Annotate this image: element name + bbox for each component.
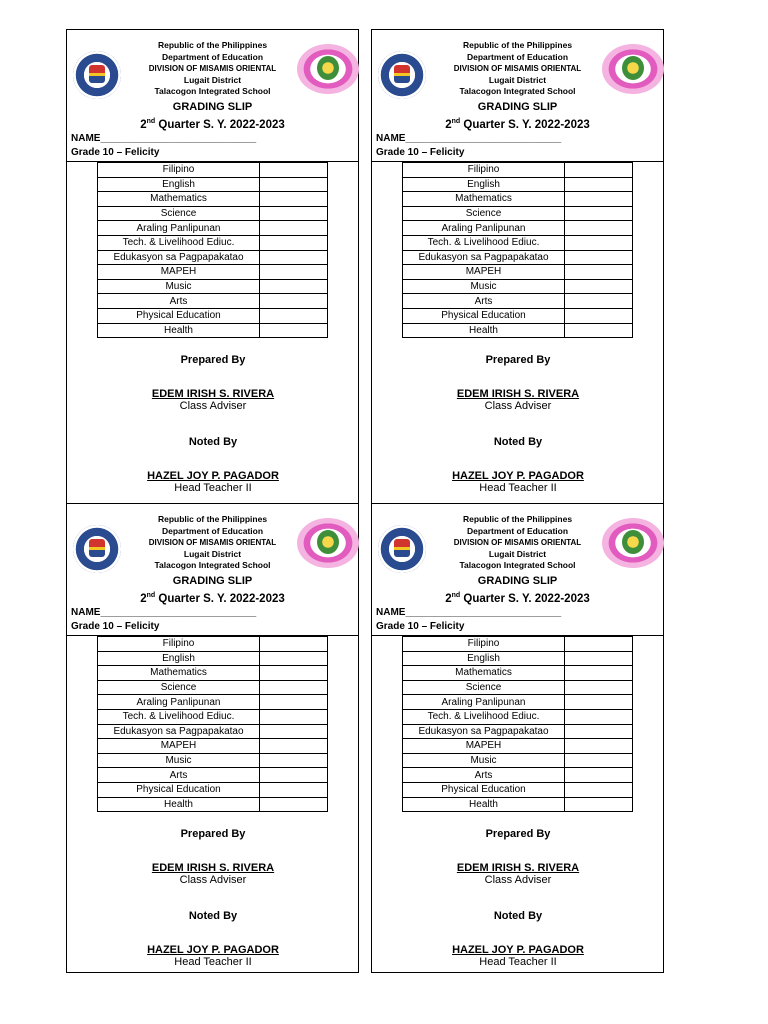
subject-name: MAPEH [403,265,565,280]
grade-cell [565,308,633,323]
table-row [98,323,328,338]
slip-title: GRADING SLIP [172,574,253,587]
grade-cell [260,666,328,681]
table-row [403,637,633,652]
prepared-by-block [372,828,664,840]
table-row [98,279,328,294]
subject-name: Edukasyon sa Pagpapakatao [403,724,565,739]
quarter-number: 2 [140,592,147,605]
grade-cell [565,323,633,338]
head-teacher-role: Head Teacher II [174,956,252,968]
noted-by-block [67,436,359,448]
header-division: DIVISION OF MISAMIS ORIENTAL [453,538,582,547]
adviser-role: Class Adviser [484,874,552,886]
subjects-table [97,162,328,338]
grade-cell [260,206,328,221]
grade-cell [260,651,328,666]
quarter-number: 2 [445,592,452,605]
adviser-block [372,862,664,886]
subject-name: Science [403,680,565,695]
grade-cell [565,637,633,652]
quarter-number: 2 [140,118,147,131]
subjects-table [97,636,328,812]
slip-header [372,40,663,132]
quarter-number: 2 [445,118,452,131]
adviser-role: Class Adviser [484,400,552,412]
grade-cell [260,695,328,710]
head-teacher-role: Head Teacher II [174,482,252,494]
slip-header [67,514,358,606]
quarter-suffix: nd [451,591,461,599]
grade-cell [565,768,633,783]
grade-cell [565,235,633,250]
subject-name: Araling Panlipunan [403,695,565,710]
table-row [403,308,633,323]
subject-name: English [403,177,565,192]
grade-cell [565,221,633,236]
subjects-table [402,636,633,812]
subjects-table [402,162,633,338]
grade-cell [565,695,633,710]
grade-section: Grade 10 – Felicity [71,147,160,158]
table-row [403,294,633,309]
subject-name: Health [403,323,565,338]
header-school: Talacogon Integrated School [459,560,576,570]
table-row [98,250,328,265]
prepared-by-label: Prepared By [180,354,246,366]
grade-cell [260,797,328,812]
table-row [98,206,328,221]
header-district: Lugait District [183,74,242,85]
head-teacher-role: Head Teacher II [479,482,557,494]
subject-name: Physical Education [98,308,260,323]
slip-title: GRADING SLIP [477,100,558,113]
noted-by-label: Noted By [493,436,543,448]
quarter-text: Quarter S. Y. 2022-2023 [155,592,285,605]
subject-name: Tech. & Livelihood Ediuc. [98,709,260,724]
table-row [403,235,633,250]
subject-name: Physical Education [403,782,565,797]
grade-cell [565,192,633,207]
subject-name: Music [403,279,565,294]
header-school: Talacogon Integrated School [154,86,271,96]
header-republic: Republic of the Philippines [157,514,268,524]
table-row [403,709,633,724]
subject-name: Filipino [98,637,260,652]
table-row [98,666,328,681]
table-row [403,206,633,221]
grade-cell [260,279,328,294]
subject-name: Tech. & Livelihood Ediuc. [403,235,565,250]
slip-title: GRADING SLIP [172,100,253,113]
table-row [403,221,633,236]
name-field: NAME____________________________ [71,133,257,144]
quarter-text: Quarter S. Y. 2022-2023 [460,118,590,131]
table-row [98,235,328,250]
table-row [98,637,328,652]
table-row [98,797,328,812]
subject-name: Edukasyon sa Pagpapakatao [403,250,565,265]
grade-cell [565,294,633,309]
subject-name: Tech. & Livelihood Ediuc. [98,235,260,250]
head-block [372,944,664,968]
adviser-name: EDEM IRISH S. RIVERA [456,388,580,400]
quarter-text: Quarter S. Y. 2022-2023 [155,118,285,131]
grade-cell [260,739,328,754]
slip-quarter [372,588,663,607]
grade-cell [565,250,633,265]
noted-by-block [67,910,359,922]
head-block [67,944,359,968]
table-row [403,768,633,783]
grade-cell [260,308,328,323]
header-school: Talacogon Integrated School [459,86,576,96]
subject-name: Arts [98,294,260,309]
grading-slip-bottom-left [66,503,359,973]
table-row [98,192,328,207]
header-department: Department of Education [466,525,569,536]
grade-section: Grade 10 – Felicity [376,621,465,632]
name-field: NAME____________________________ [376,133,562,144]
table-row [98,753,328,768]
header-district: Lugait District [183,548,242,559]
subject-name: Araling Panlipunan [403,221,565,236]
adviser-block [372,388,664,412]
head-teacher-name: HAZEL JOY P. PAGADOR [452,470,584,482]
header-division: DIVISION OF MISAMIS ORIENTAL [453,64,582,73]
table-row [98,265,328,280]
grade-cell [565,753,633,768]
header-department: Department of Education [466,51,569,62]
head-teacher-name: HAZEL JOY P. PAGADOR [147,470,279,482]
table-row [403,250,633,265]
header-republic: Republic of the Philippines [157,40,268,50]
noted-by-label: Noted By [493,910,543,922]
subject-name: Edukasyon sa Pagpapakatao [98,250,260,265]
grade-cell [260,709,328,724]
subject-name: English [98,177,260,192]
noted-by-block [372,436,664,448]
grade-cell [260,163,328,178]
table-row [98,709,328,724]
adviser-name: EDEM IRISH S. RIVERA [151,862,275,874]
header-division: DIVISION OF MISAMIS ORIENTAL [148,538,277,547]
subject-name: Science [98,680,260,695]
quarter-suffix: nd [146,591,156,599]
table-row [403,666,633,681]
grading-slip-top-right [371,29,664,504]
header-department: Department of Education [161,51,264,62]
subject-name: Music [403,753,565,768]
grade-cell [565,797,633,812]
slip-quarter [67,114,358,133]
subject-name: Health [98,323,260,338]
grade-cell [260,294,328,309]
table-row [403,782,633,797]
subject-name: Physical Education [98,782,260,797]
header-school: Talacogon Integrated School [154,560,271,570]
table-row [98,695,328,710]
subject-name: MAPEH [98,265,260,280]
header-department: Department of Education [161,525,264,536]
noted-by-block [372,910,664,922]
grade-cell [260,265,328,280]
table-row [403,279,633,294]
subject-name: English [403,651,565,666]
adviser-name: EDEM IRISH S. RIVERA [456,862,580,874]
subject-name: Filipino [403,637,565,652]
table-row [98,680,328,695]
grade-cell [260,753,328,768]
header-republic: Republic of the Philippines [462,40,573,50]
prepared-by-block [67,828,359,840]
grade-cell [260,192,328,207]
subject-name: MAPEH [98,739,260,754]
grade-cell [260,235,328,250]
table-row [403,265,633,280]
subject-name: Music [98,753,260,768]
slip-quarter [372,114,663,133]
grading-slip-bottom-right [371,503,664,973]
grade-cell [260,221,328,236]
slip-header [67,40,358,132]
grade-cell [260,680,328,695]
table-row [403,651,633,666]
table-row [403,695,633,710]
table-row [403,177,633,192]
subject-name: Mathematics [403,666,565,681]
grade-cell [565,724,633,739]
grade-cell [565,680,633,695]
head-block [67,470,359,494]
table-row [98,308,328,323]
name-field: NAME____________________________ [71,607,257,618]
head-teacher-role: Head Teacher II [479,956,557,968]
grade-cell [260,637,328,652]
grade-cell [565,163,633,178]
subject-name: Health [403,797,565,812]
grade-cell [565,709,633,724]
table-row [403,323,633,338]
subject-name: Science [403,206,565,221]
head-block [372,470,664,494]
subject-name: Mathematics [403,192,565,207]
grade-cell [565,265,633,280]
head-teacher-name: HAZEL JOY P. PAGADOR [452,944,584,956]
table-row [403,753,633,768]
table-row [403,739,633,754]
table-row [98,768,328,783]
grade-cell [565,206,633,221]
grade-cell [260,177,328,192]
grade-cell [260,768,328,783]
subject-name: Mathematics [98,192,260,207]
head-teacher-name: HAZEL JOY P. PAGADOR [147,944,279,956]
header-division: DIVISION OF MISAMIS ORIENTAL [148,64,277,73]
grade-section: Grade 10 – Felicity [376,147,465,158]
name-field: NAME____________________________ [376,607,562,618]
subject-name: Edukasyon sa Pagpapakatao [98,724,260,739]
header-district: Lugait District [488,548,547,559]
prepared-by-label: Prepared By [180,828,246,840]
prepared-by-block [67,354,359,366]
table-row [403,797,633,812]
grade-cell [565,177,633,192]
noted-by-label: Noted By [188,436,238,448]
table-row [98,724,328,739]
subject-name: Physical Education [403,308,565,323]
subject-name: Araling Panlipunan [98,695,260,710]
grade-cell [260,250,328,265]
noted-by-label: Noted By [188,910,238,922]
table-row [403,680,633,695]
adviser-name: EDEM IRISH S. RIVERA [151,388,275,400]
table-row [98,177,328,192]
subject-name: Science [98,206,260,221]
grade-cell [565,651,633,666]
subject-name: Tech. & Livelihood Ediuc. [403,709,565,724]
adviser-block [67,388,359,412]
table-row [98,294,328,309]
slip-header [372,514,663,606]
subject-name: Arts [403,294,565,309]
subject-name: MAPEH [403,739,565,754]
table-row [98,651,328,666]
table-row [98,782,328,797]
table-row [403,724,633,739]
subject-name: Filipino [403,163,565,178]
table-row [98,221,328,236]
subject-name: Mathematics [98,666,260,681]
grade-section: Grade 10 – Felicity [71,621,160,632]
grade-cell [260,323,328,338]
prepared-by-label: Prepared By [485,354,551,366]
subject-name: Filipino [98,163,260,178]
table-row [403,192,633,207]
grade-cell [260,782,328,797]
slip-title: GRADING SLIP [477,574,558,587]
subject-name: English [98,651,260,666]
grade-cell [565,666,633,681]
prepared-by-label: Prepared By [485,828,551,840]
grade-cell [565,782,633,797]
adviser-block [67,862,359,886]
grade-cell [260,724,328,739]
grade-cell [565,279,633,294]
adviser-role: Class Adviser [179,874,247,886]
quarter-text: Quarter S. Y. 2022-2023 [460,592,590,605]
table-row [98,163,328,178]
header-republic: Republic of the Philippines [462,514,573,524]
quarter-suffix: nd [146,117,156,125]
adviser-role: Class Adviser [179,400,247,412]
grading-slip-top-left [66,29,359,504]
subject-name: Araling Panlipunan [98,221,260,236]
prepared-by-block [372,354,664,366]
table-row [403,163,633,178]
grade-cell [565,739,633,754]
slip-quarter [67,588,358,607]
subject-name: Health [98,797,260,812]
quarter-suffix: nd [451,117,461,125]
subject-name: Music [98,279,260,294]
subject-name: Arts [98,768,260,783]
subject-name: Arts [403,768,565,783]
header-district: Lugait District [488,74,547,85]
table-row [98,739,328,754]
